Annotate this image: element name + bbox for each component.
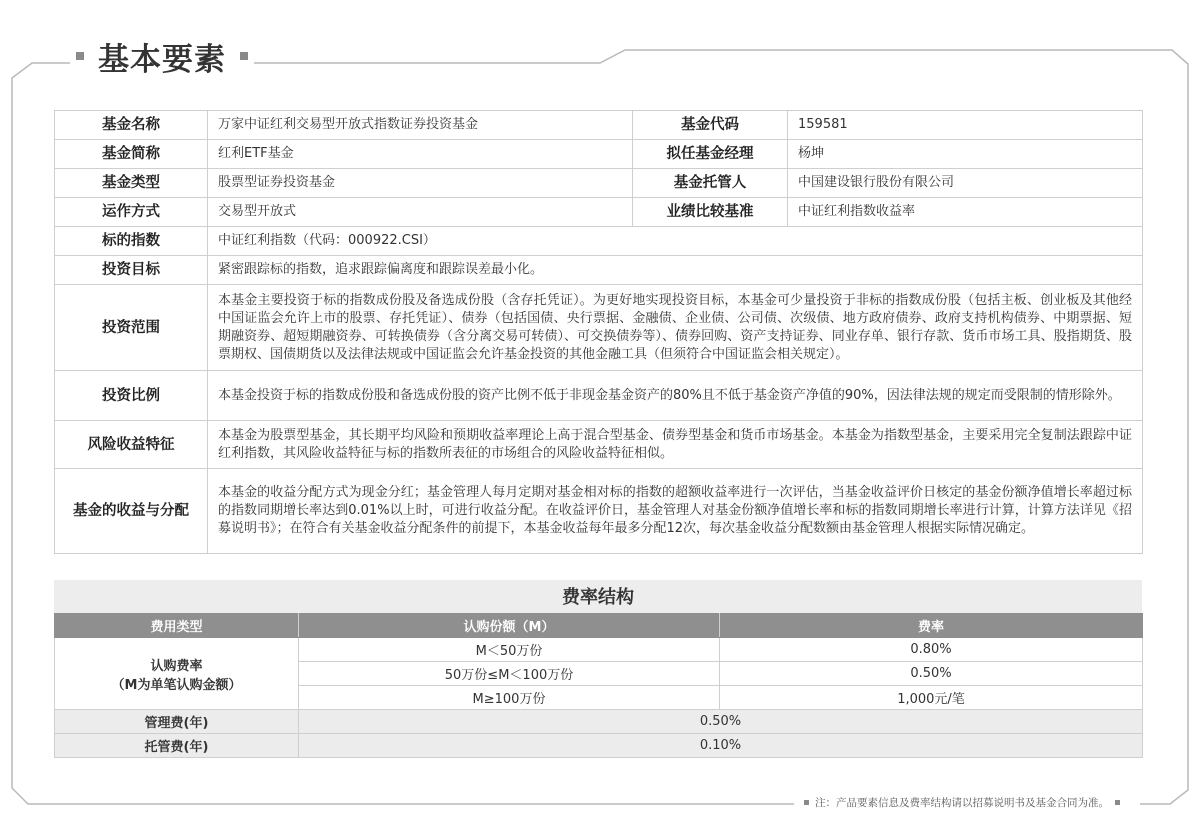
manager-label: 拟任基金经理 — [633, 140, 788, 169]
footnote-text: 注：产品要素信息及费率结构请以招募说明书及基金合同为准。 — [815, 797, 1109, 809]
table-row — [55, 734, 1143, 758]
subscription-fee-cell — [55, 638, 299, 710]
table-row — [55, 710, 1143, 734]
operation-value: 交易型开放式 — [208, 198, 633, 227]
table-row — [55, 227, 1143, 256]
fund-code-value: 159581 — [788, 111, 1143, 140]
ratio-label: 投资比例 — [55, 371, 208, 421]
table-row — [55, 421, 1143, 469]
tier-rate: 0.80% — [720, 638, 1143, 662]
custody-fee-value: 0.10% — [299, 734, 1143, 758]
distribution-label: 基金的收益与分配 — [55, 469, 208, 554]
index-label: 标的指数 — [55, 227, 208, 256]
table-row — [55, 256, 1143, 285]
section-header — [70, 36, 254, 76]
fund-code-label: 基金代码 — [633, 111, 788, 140]
table-row — [55, 169, 1143, 198]
fee-table — [54, 613, 1143, 758]
fund-name-value: 万家中证红利交易型开放式指数证券投资基金 — [208, 111, 633, 140]
custodian-value: 中国建设银行股份有限公司 — [788, 169, 1143, 198]
title-square-right — [240, 52, 248, 60]
index-value: 中证红利指数（代码：000922.CSI） — [208, 227, 1143, 256]
benchmark-value: 中证红利指数收益率 — [788, 198, 1143, 227]
title-square-left — [76, 52, 84, 60]
subscription-fee-note: （M为单笔认购金额） — [111, 677, 242, 693]
risk-value: 本基金为股票型基金，其长期平均风险和预期收益率理论上高于混合型基金、债券型基金和货币市场基金。本基金为指数型基金，主要采用完全复制法跟踪中证红利指数，其风险收益特征与标的指数所表征的市场组合的风险收益特征相似。 — [208, 421, 1143, 469]
tier-range: 50万份≤M＜100万份 — [299, 662, 720, 686]
footnote-dot-left — [804, 800, 809, 805]
risk-label: 风险收益特征 — [55, 421, 208, 469]
fund-type-label: 基金类型 — [55, 169, 208, 198]
objective-label: 投资目标 — [55, 256, 208, 285]
distribution-value: 本基金的收益分配方式为现金分红；基金管理人每月定期对基金相对标的指数的超额收益率进行一次评估，当基金收益评价日核定的基金份额净值增长率超过标的指数同期增长率达到0.01%以上时，可进行收益分配。在收益评价日，基金管理人对基金份额净值增长率和标的指数同期增长率进行计算，计算方法详见《招募说明书》；在符合有关基金收益分配条件的前提下，本基金收益每年最多分配12次，每次基金收益分配数额由基金管理人根据实际情况确定。 — [208, 469, 1143, 554]
table-row — [55, 371, 1143, 421]
custodian-label: 基金托管人 — [633, 169, 788, 198]
table-row — [55, 140, 1143, 169]
short-name-value: 红利ETF基金 — [208, 140, 633, 169]
fee-type-header: 费用类型 — [55, 614, 299, 638]
fee-structure-title: 费率结构 — [54, 580, 1142, 613]
fee-header-row — [55, 614, 1143, 638]
subscription-fee-label: 认购费率 — [150, 658, 203, 674]
rate-header: 费率 — [720, 614, 1143, 638]
tier-range: M≥100万份 — [299, 686, 720, 710]
manager-value: 杨坤 — [788, 140, 1143, 169]
table-row — [55, 198, 1143, 227]
table-row — [55, 111, 1143, 140]
basic-info-table — [54, 110, 1143, 554]
management-fee-label: 管理费(年) — [55, 710, 299, 734]
operation-label: 运作方式 — [55, 198, 208, 227]
table-row — [55, 638, 1143, 662]
scope-value: 本基金主要投资于标的指数成份股及备选成份股（含存托凭证）。为更好地实现投资目标，本基金可少量投资于非标的指数成份股（包括主板、创业板及其他经中国证监会允许上市的股票、存托凭证）、债券（包括国债、央行票据、金融债、企业债、公司债、次级债、地方政府债券、政府支持机构债券、中期票据、短期融资券、超短期融资券、可转换债券（含分离交易可转债）、可交换债券等）、债券回购、资产支持证券、同业存单、银行存款、货币市场工具、股指期货、股票期权、国债期货以及法律法规或中国证监会允许基金投资的其他金融工具（但须符合中国证监会相关规定）。 — [208, 285, 1143, 371]
fund-name-label: 基金名称 — [55, 111, 208, 140]
objective-value: 紧密跟踪标的指数，追求跟踪偏离度和跟踪误差最小化。 — [208, 256, 1143, 285]
footnote — [794, 795, 1130, 810]
management-fee-value: 0.50% — [299, 710, 1143, 734]
footnote-dot-right — [1115, 800, 1120, 805]
ratio-value: 本基金投资于标的指数成份股和备选成份股的资产比例不低于非现金基金资产的80%且不低于基金资产净值的90%，因法律法规的规定而受限制的情形除外。 — [208, 371, 1143, 421]
short-name-label: 基金简称 — [55, 140, 208, 169]
fund-type-value: 股票型证券投资基金 — [208, 169, 633, 198]
tier-rate: 0.50% — [720, 662, 1143, 686]
table-row — [55, 285, 1143, 371]
subscription-amount-header: 认购份额（M） — [299, 614, 720, 638]
table-row — [55, 469, 1143, 554]
scope-label: 投资范围 — [55, 285, 208, 371]
page-title: 基本要素 — [98, 41, 226, 78]
benchmark-label: 业绩比较基准 — [633, 198, 788, 227]
tier-range: M＜50万份 — [299, 638, 720, 662]
custody-fee-label: 托管费(年) — [55, 734, 299, 758]
tier-rate: 1,000元/笔 — [720, 686, 1143, 710]
